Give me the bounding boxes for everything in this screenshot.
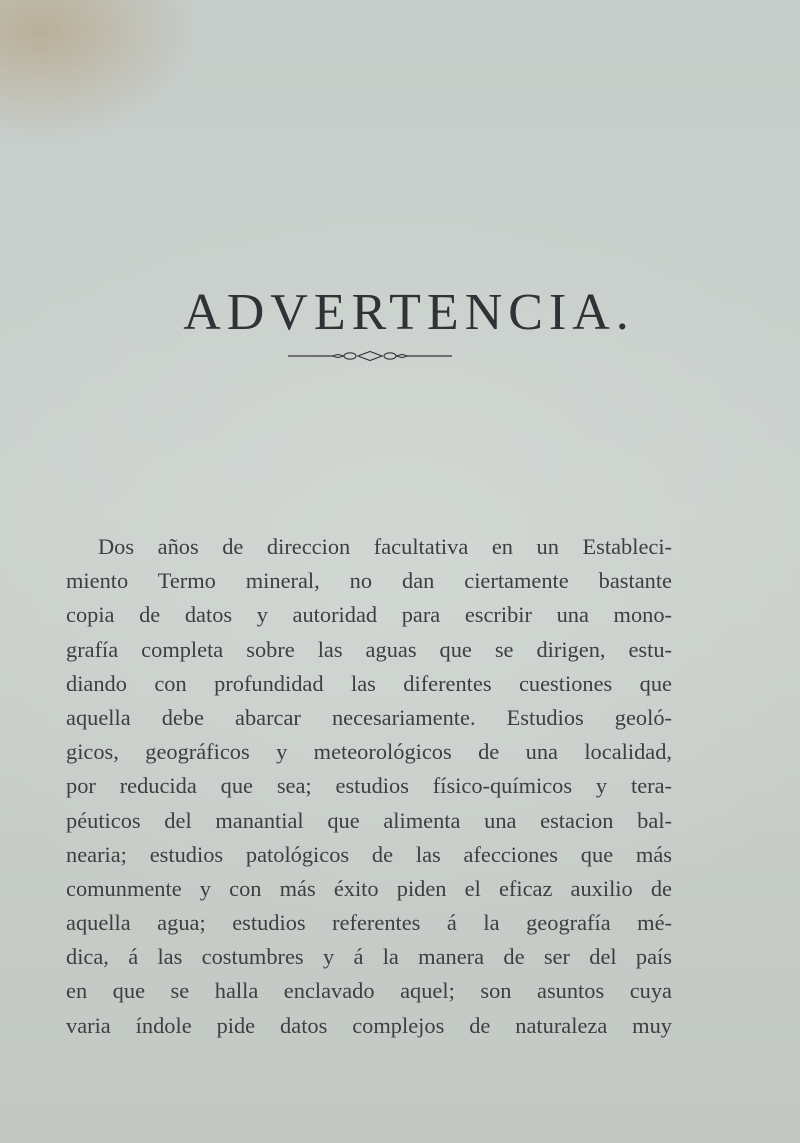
text-line: nearia; estudios patológicos de las afecciones que más (66, 841, 672, 867)
text-line: aquella debe abarcar necesariamente. Estudios geoló- (66, 704, 672, 730)
text-line: por reducida que sea; estudios físico-químicos y tera- (66, 773, 672, 799)
text-line: Dos años de direccion facultativa en un Estableci- (98, 534, 672, 559)
text-line: varia índole pide datos complejos de naturaleza muy (66, 1012, 672, 1038)
text-line: en que se halla enclavado aquel; son asuntos cuya (66, 978, 672, 1004)
text-line: miento Termo mineral, no dan ciertamente bastante (66, 568, 672, 594)
text-line: comunmente y con más éxito piden el eficaz auxilio de (66, 875, 672, 901)
text-line: péuticos del manantial que alimenta una estacion bal- (66, 807, 672, 833)
text-line: diando con profundidad las diferentes cuestiones que (66, 670, 672, 696)
text-line: copia de datos y autoridad para escribir una mono- (66, 602, 672, 628)
page-title: ADVERTENCIA. (183, 283, 635, 341)
text-line: aquella agua; estudios referentes á la geografía mé- (66, 910, 672, 936)
text-line: grafía completa sobre las aguas que se dirigen, estu- (66, 636, 672, 662)
body-paragraph (66, 530, 672, 1043)
text-line: dica, á las costumbres y á la manera de ser del país (66, 944, 672, 970)
ornamental-rule (288, 348, 452, 364)
text-line: gicos, geográficos y meteorológicos de una localidad, (66, 739, 672, 765)
